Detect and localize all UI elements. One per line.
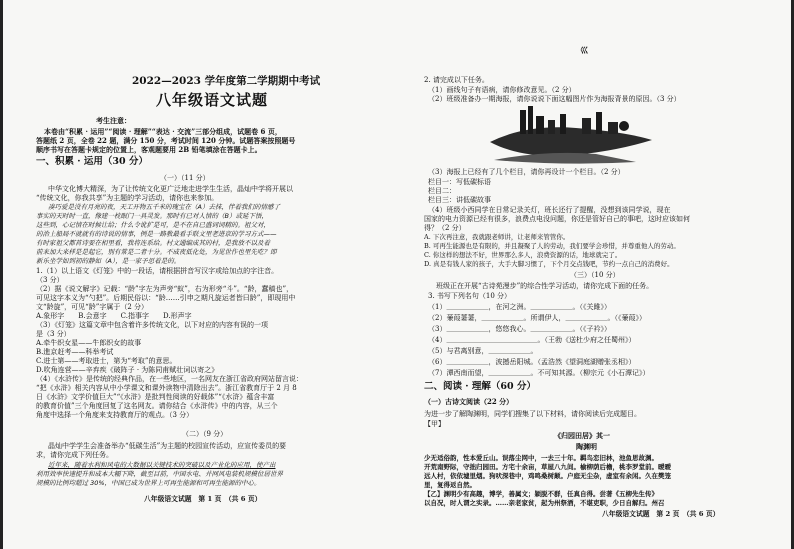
task-line: 求，请你完成下列任务。 (36, 451, 113, 459)
passage-line: 中华文化博大精深，为了让传统文化更广泛地走进学生生活，晶灿中学将开展以 (48, 185, 293, 193)
column-item: 栏目三：讲低碳故事 (428, 196, 491, 204)
left-scan-edge (0, 0, 3, 549)
poem-line: 少无适俗韵，性本爱丘山。误落尘网中，一去三十年。羁鸟恋旧林，池鱼思故渊。 (424, 454, 658, 462)
passage-line: 事实的天时时一直，像建一枕眼门一具灵发。那时有已对人情的（B）或延下悟， (36, 212, 268, 220)
passage-line: 前来加大来样是是起它，别有常是二者十分。不成夜低化处，为见世作也里先吃？即 (36, 248, 277, 256)
poem-blank-line: （3）＿＿＿＿＿＿，悠悠我心。＿＿＿＿＿＿。（《子衿》） (428, 325, 611, 333)
notes-heading: 考生注意： (96, 116, 131, 125)
question-option: D.吹角连营——辛弃疾《破阵子 · 为陈同甫赋壮词以寄之》 (36, 366, 219, 374)
question-line: （3 分） (36, 276, 64, 284)
question-line: （2）班级准备办一期海报，请你说说下面这幅图片作为海报背景的原因。（3 分） (428, 95, 681, 103)
part-heading: （二）（9 分） (182, 430, 228, 438)
part-heading: （一）古诗文阅读（22 分） (424, 397, 514, 406)
material-line: 利用效率快速提升和成本大幅下降，截至目前，中国水电、并网风电装机规模位居世界 (36, 470, 283, 478)
passage-line: 这些到，心记情在时候让给；什么令讹扩是可，是不在自已盛词词精的。祖父对， (36, 221, 270, 229)
passage-line: 新乐坐学如到初的静如（A），是一家予思着是的。 (36, 257, 181, 265)
question-option: B. 可再生能源也是有限的，并且凝聚了人的劳动，我们要学会珍惜，并尊重他人的劳动。 (424, 242, 680, 250)
passage-line: 凑巧爱是没有月亮的夜，天工开物五千米的瑰宝在（A）去抹，伴着我们的情感了 (48, 203, 280, 211)
part-heading: （三）（10 分） (570, 271, 620, 279)
question-option: A.牵牛织女星——牛郎织女的故事 (36, 339, 142, 347)
question-line: 1.（1）以上语文《灯笼》中的一段话，请根据拼音写汉字或给加点的字注音。 (36, 267, 279, 275)
material-label: 【甲】 (424, 420, 445, 428)
passage-line: “传统文化，你我共享”为主题的学习活动，请你也来参加。 (36, 194, 219, 202)
prose-line: 以自况，时人谓之实录。……亲老家贫，起为州祭酒，不堪吏职，少日自解归。州召 (424, 499, 665, 507)
question-line: （4）班级小西同学在日常记录关灯，班长还行了提醒，没想到该同学说，现在 (428, 206, 671, 214)
section-heading: 一、积累 · 运用（30 分） (36, 156, 148, 167)
poem-line: 里，复得返自然。 (424, 481, 476, 489)
page-footer: 八年级语文试题 第 2 页 （共 6 页） (602, 510, 720, 518)
task-line: 晶灿中学学生会准备举办“低碳生活”为主题的校园宣传活动，应宣传委员的要 (48, 442, 287, 450)
question-line: “把《水浒》相关内容从中小学课文和课外读物中清除出去”。浙江省教育厅于 2 月 8 (36, 384, 297, 392)
poem-line: 远人村，依依墟里烟。狗吠深巷中，鸡鸣桑树颠。户庭无尘杂，虚室有余闲。久在樊笼 (424, 472, 671, 480)
poem-blank-line: （5）与君离别意，＿＿＿＿＿＿。 (428, 347, 538, 355)
poem-author: 陶渊明 (576, 442, 597, 451)
paper-title: 八年级语文试题 (156, 91, 269, 109)
column-item: 栏目二： (428, 187, 456, 195)
question-option: C.进士第——考取进士，第为“考取”的意思。 (36, 357, 177, 365)
question-options: A.象形字 B.会意字 C.指事字 D.形声字 (36, 312, 192, 320)
exam-title: 2022—2023 学年度第二学期期中考试 (132, 75, 321, 87)
poem-blank-line: （7）潭西南而望，＿＿＿＿＿＿。不可知其源。（柳宗元《小石潭记》） (428, 369, 650, 377)
section-heading: 二、阅读 · 理解（60 分） (424, 381, 536, 392)
question-line: （3）《灯笼》这篇文章中包含着许多传统文化，以下对应的内容有误的一项 (36, 321, 268, 329)
question-option: D. 真是有钱人家的孩子，大手大脚习惯了，下个月交点钱吧，节约一点自己的消费好。 (424, 260, 674, 268)
question-option: A. 下次再注意，我就跟老师讲，让老师来管管你。 (424, 233, 570, 241)
passage-line: 的治上船局不就就有的诗说的情事，例是一路教最看手联文里老进京的学习方式—— (36, 230, 277, 238)
question-line: 角度中选择一个角度来支持教育厅的观点。（3 分） (36, 411, 194, 419)
scan-stamp: 巛 (580, 46, 588, 55)
question-option: B.進京赶考——科举考试 (36, 348, 114, 356)
note-line: 顺序书写在答题卡规定的位置上，客观题要用 2B 铅笔填涂在答题卡上。 (36, 145, 262, 154)
question-line: 可见这字本义为“勺把”。后期民俗以：“龄……引申之期凡旋运者皆曰龄”，即现用中 (36, 294, 296, 302)
column-item: 栏目一：写低碳标语 (428, 178, 491, 186)
material-line: 近年来，随着水利和风电的大数据以关键技术的突破以及产业化的应用，使产出 (48, 461, 276, 469)
question-line: 是（3 分） (36, 330, 71, 338)
question-option: C. 你这样的想法不好，世界那么多人，浪费资源的话，地球就完了。 (424, 251, 622, 259)
passage-line: 有时家祖父都首诗要在相里看，我将连系给。村文通编成其的村，是我放不以及着 (36, 239, 270, 247)
part-heading: （一）（11 分） (160, 174, 210, 182)
poem-blank-line: （1）＿＿＿＿＿＿，在河之洲。＿＿＿＿＿＿。（《关雎》） (428, 303, 611, 311)
task-line: 班级正在开展“古诗苑漫步”的综合性学习活动，请你完成下面的任务。 (436, 282, 654, 290)
task-line: 为进一步了解陶渊明，同学们搜集了以下材料，请你阅读后完成题目。 (424, 410, 641, 418)
note-line: 答题纸 2 页，全卷 22 题，满分 150 分，考试时间 120 分钟。试题答案按照题号 (36, 136, 296, 145)
question-line: （2）据《说文解字》记载：“龄”字左为声旁“蚁”，右为形旁“斗”。“龄，蠢稿也”， (36, 285, 294, 293)
poem-line: 开荒南野际，守拙归园田。方宅十余亩，草屋八九间。榆柳荫后檐，桃李罗堂前。暧暧 (424, 463, 671, 471)
poem-blank-line: （4）＿＿＿＿＿＿＿＿＿＿＿＿＿。（王勃《送杜少府之任蜀州》） (428, 336, 636, 344)
poem-blank-line: （2）蒹葭萋萋，＿＿＿＿＿＿。所谓伊人，＿＿＿＿＿＿。（《蒹葭》） (428, 314, 646, 322)
page-footer: 八年级语文试题 第 1 页 （共 6 页） (144, 495, 262, 503)
page-one (36, 0, 396, 549)
question-line: 日《水浒》文学价值巨大”“《水浒》是批判性阅读的好载体”“《水浒》蕴含丰富 (36, 393, 275, 401)
prose-line: 【乙】渊明少有高趣，博学，善属文；颖脱不群，任真自得。尝著《五柳先生传》 (424, 490, 658, 498)
question-line: （1）画线句子有语病，请你修改意见。（2 分） (428, 86, 576, 94)
question-line: 国家的电力资源已经有很多，浪费点电没问题，你还是管好自己的事吧，这时应该如何 (424, 215, 690, 223)
page-two (424, 0, 776, 549)
question-line: 得？（2 分） (424, 224, 466, 232)
question-line: 文“龄旋”，可见“龄”字属于（2 分） (36, 303, 148, 311)
task-line: 3. 书写下列名句（10 分） (428, 292, 512, 300)
question-heading: 2. 请完成以下任务。 (424, 76, 489, 84)
question-line: （3）海报上已经有了几个栏目，请你再设计一个栏目。（2 分） (428, 168, 625, 176)
question-line: 的教育价值”三个角度回复了这名网友。请你结合《水浒传》中的内容，从三个 (36, 402, 278, 410)
note-line: 本卷由“积累 · 运用”“阅读 · 理解”“表达 · 交流”三部分组成，试题卷 6 页， (44, 127, 282, 136)
question-line: （4）《水浒传》是传统的经典作品，在一些地区，一名网友在浙江省政府网站留言说： (36, 375, 303, 383)
poem-title: 《归园田居》其一 (554, 431, 610, 440)
poem-blank-line: （6）＿＿＿＿＿＿，波撼岳阳城。（孟浩然《望洞庭湖赠张丞相》） (428, 358, 636, 366)
material-line: 规模的比例均超过 30%，中国已成为世界上可再生能源和可再生能源的中心。 (36, 479, 261, 487)
city-leaf-poster-image (486, 104, 656, 166)
